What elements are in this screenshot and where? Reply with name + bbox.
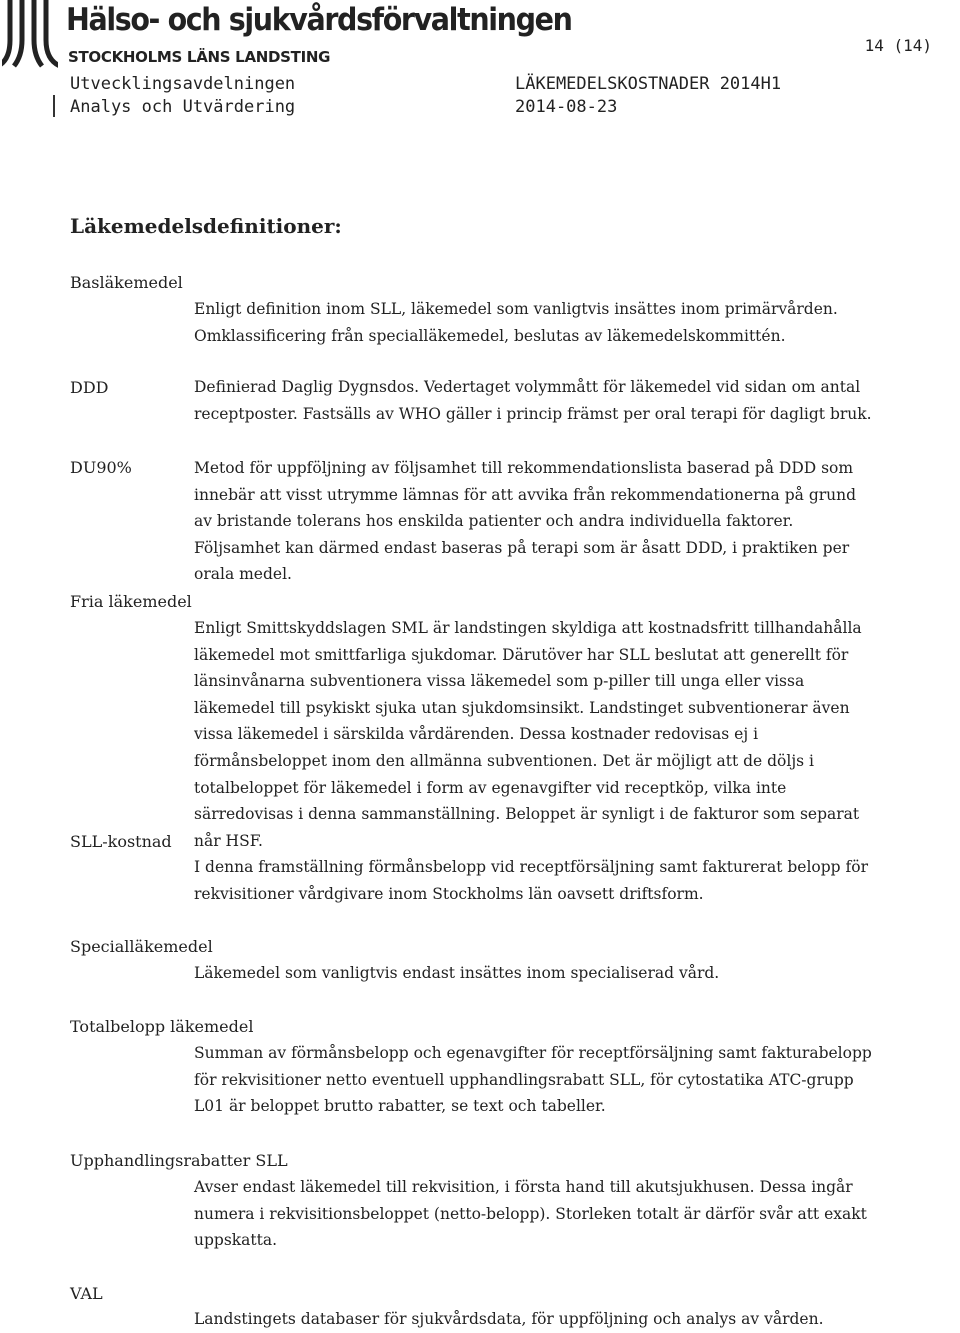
definition-text: Metod för uppföljning av följsamhet till rekommendationslista baserad på DDD som innebär att visst utrymme lämnas för att avvika från rekommendationerna på grund av bristande tolerans hos enskilda patienter och andra individuella faktorer. Följsamhet kan därmed endast baseras på terapi som är åsatt DDD, i praktiken per orala medel. — [194, 459, 857, 584]
definition-text: I denna framställning förmånsbelopp vid receptförsäljning samt fakturerat belopp för rekvisitioner vårdgivare inom Stockholms län oavsett driftsform. — [194, 858, 868, 903]
term-upphandlingsrabatter-sll: Upphandlingsrabatter SLL — [70, 1151, 288, 1170]
org-name: Hälso- och sjukvårdsförvaltningen — [66, 2, 572, 38]
term-baslakemedel: Basläkemedel — [70, 273, 183, 292]
definition-text: Avser endast läkemedel till rekvisition, i första hand till akutsjukhusen. Dessa ingår numera i rekvisitionsbeloppet (netto-belopp). Storleken totalt är därför svår att exakt uppskatta. — [194, 1178, 867, 1250]
definition-text: Enligt Smittskyddslagen SML är landstingen skyldiga att kostnadsfritt tillhandahålla läkemedel mot smittfarliga sjukdomar. Därutöver har SLL beslutat att generellt för länsinvånarna subventionera vissa läkemedel som p-piller till unga eller vissa läkemedel till psykiskt sjuka utan sjukdomsinsikt. Landstinget subventionerar även vissa läkemedel i särskilda vårdärenden. Dessa kostnader redovisas ej i förmånsbeloppet inom den allmänna subventionen. Det är möjligt att de döljs i totalbeloppet för läkemedel i form av egenavgifter vid receptköp, vilka inte särredovisas i denna sammanställning. Beloppet är synligt i de fakturor som separat når HSF. — [194, 619, 862, 850]
definition-speciallakemedel — [194, 960, 874, 987]
term-speciallakemedel: Specialläkemedel — [70, 937, 213, 956]
definition-fria-lakemedel — [194, 615, 874, 854]
definition-text: Landstingets databaser för sjukvårdsdata, för uppföljning och analys av vården. — [194, 1310, 824, 1328]
term-fria-lakemedel: Fria läkemedel — [70, 592, 192, 611]
term-totalbelopp-lakemedel: Totalbelopp läkemedel — [70, 1017, 254, 1036]
header-divider — [53, 95, 55, 117]
definition-upphandlingsrabatter-sll — [194, 1174, 874, 1254]
header-date: 2014-08-23 — [515, 97, 618, 117]
term-ddd: DDD — [70, 378, 109, 397]
definition-text: Enligt definition inom SLL, läkemedel som vanligtvis insättes inom primärvården. Omklassificering från specialläkemedel, beslutas av läkemedelskommittén. — [194, 300, 838, 345]
definition-sll-kostnad — [194, 854, 874, 907]
definition-baslakemedel — [194, 296, 874, 349]
term-val: VAL — [70, 1284, 103, 1303]
definition-ddd — [194, 374, 874, 427]
term-sll-kostnad: SLL-kostnad — [70, 832, 172, 851]
term-du90: DU90% — [70, 458, 132, 477]
definition-du90 — [194, 455, 874, 588]
page-title: Läkemedelsdefinitioner: — [70, 214, 342, 238]
header-department: Utvecklingsavdelningen — [70, 74, 296, 94]
sll-logo-icon — [2, 0, 58, 70]
definition-totalbelopp-lakemedel — [194, 1040, 874, 1120]
definition-text: Definierad Daglig Dygnsdos. Vedertaget volymmått för läkemedel vid sidan om antal receptposter. Fastsälls av WHO gäller i princip främst per oral terapi för dagligt bruk. — [194, 378, 872, 423]
definition-val — [194, 1306, 874, 1333]
definition-text: Summan av förmånsbelopp och egenavgifter för receptförsäljning samt fakturabelopp för rekvisitioner netto eventuell upphandlingsrabatt SLL, för cytostatika ATC-grupp L01 är beloppet brutto rabatter, se text och tabeller. — [194, 1044, 872, 1116]
definition-text: Läkemedel som vanligtvis endast insättes inom specialiserad vård. — [194, 964, 720, 982]
page-number: 14 (14) — [864, 36, 932, 55]
header-report-title: LÄKEMEDELSKOSTNADER 2014H1 — [515, 74, 782, 94]
org-subtitle: STOCKHOLMS LÄNS LANDSTING — [68, 48, 331, 66]
header-unit: Analys och Utvärdering — [70, 97, 296, 117]
